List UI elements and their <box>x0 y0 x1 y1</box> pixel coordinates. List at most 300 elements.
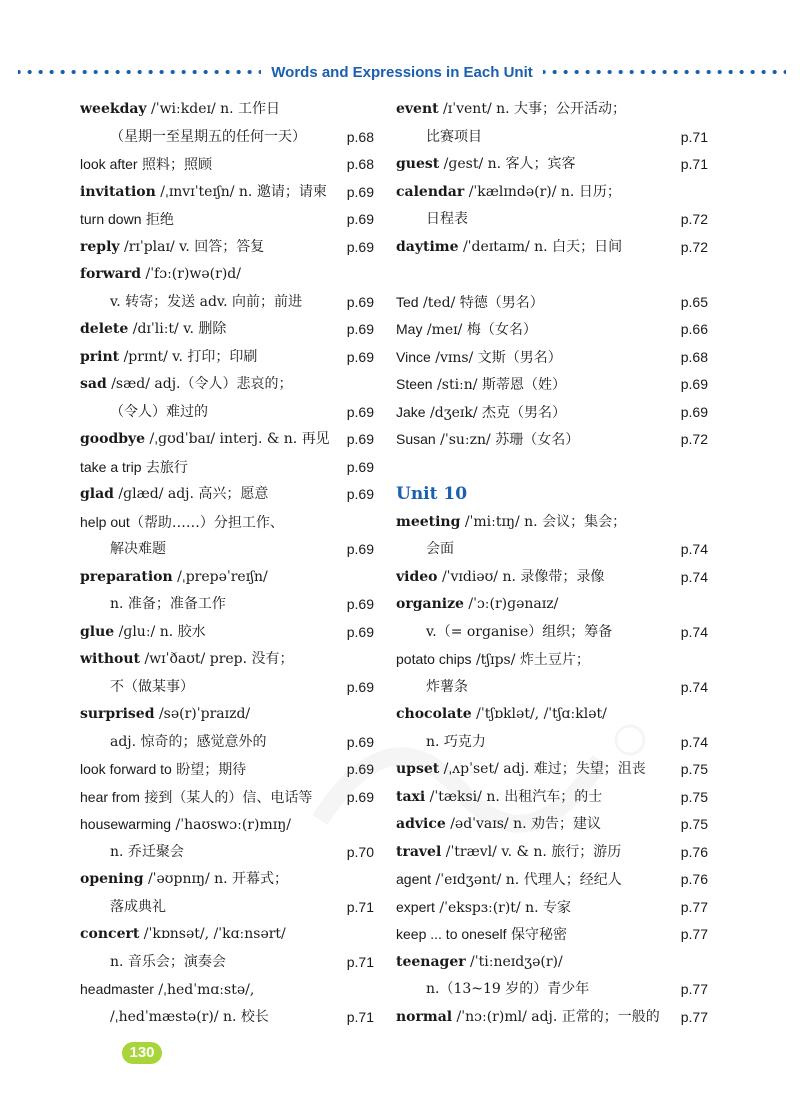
entry-text <box>80 756 372 785</box>
entry-continuation <box>80 894 372 922</box>
definition: /sə(r)ˈpraɪzd/ <box>154 706 251 722</box>
headword: print <box>80 348 120 365</box>
definition: /ˌprepəˈreɪʃn/ <box>172 568 268 585</box>
page-ref: p.76 <box>680 871 708 887</box>
word-entry <box>80 261 372 289</box>
entry-text <box>396 206 706 234</box>
entry-text <box>80 894 372 922</box>
word-entry <box>80 756 372 784</box>
word-entry <box>396 1004 706 1032</box>
phrase: headmaster <box>80 981 154 997</box>
headword: guest <box>396 156 440 172</box>
entry-text <box>396 234 706 262</box>
page-ref: p.69 <box>346 596 374 612</box>
headword: chocolate <box>396 706 472 722</box>
phrase: agent <box>396 871 432 887</box>
entry-text <box>396 371 706 400</box>
entry-continuation <box>80 674 372 702</box>
headword: surprised <box>80 706 155 722</box>
definition: /ədˈvaɪs/ n. 劝告；建议 <box>445 816 602 832</box>
phrase: May <box>396 321 423 337</box>
page-ref: p.68 <box>680 348 708 365</box>
page-ref: p.74 <box>680 623 708 640</box>
page-ref: p.69 <box>680 403 708 420</box>
proper-names-list <box>396 289 706 454</box>
headword: calendar <box>396 183 465 200</box>
entry-continuation <box>80 591 372 619</box>
word-entry <box>80 509 372 537</box>
definition: 解决难题 <box>110 541 166 557</box>
definition: /meɪ/ 梅（女名） <box>422 322 537 338</box>
page-ref: p.69 <box>346 321 374 337</box>
word-entry <box>396 701 706 729</box>
entry-text <box>80 261 372 289</box>
entry-continuation <box>396 124 706 152</box>
unit9-continued-list <box>396 96 706 261</box>
definition: /ˈkælɪndə(r)/ n. 日历； <box>464 183 621 200</box>
entry-text <box>80 536 372 564</box>
page-ref: p.71 <box>680 128 708 145</box>
page-ref: p.77 <box>680 926 708 942</box>
page-ref: p.72 <box>680 431 708 447</box>
phrase: look forward to <box>80 761 172 777</box>
entry-text <box>396 564 706 592</box>
spacer <box>396 261 706 289</box>
entry-text <box>80 839 372 867</box>
page-ref: p.68 <box>346 156 374 172</box>
phrase: help out <box>80 513 130 530</box>
entry-text <box>80 591 372 619</box>
page-ref: p.69 <box>346 211 374 227</box>
entry-continuation <box>396 976 706 1004</box>
word-entry <box>396 866 706 894</box>
entry-text <box>396 976 706 1004</box>
page-ref: p.69 <box>346 293 374 310</box>
definition: （帮助……）分担工作、 <box>129 514 284 531</box>
word-entry <box>396 234 706 262</box>
entry-text <box>80 564 372 592</box>
definition: /ˈtrævl/ v. & n. 旅行；游历 <box>441 843 622 860</box>
word-entry <box>396 426 706 454</box>
entry-text <box>80 151 372 180</box>
definition: adj. 惊奇的；感觉意外的 <box>110 733 267 750</box>
headword: video <box>396 568 438 585</box>
definition: /ˌhedˈmɑːstə/, <box>153 982 255 998</box>
entry-continuation <box>80 1004 372 1032</box>
page-ref: p.74 <box>680 568 708 585</box>
section-header <box>0 60 800 84</box>
definition: 拒绝 <box>141 212 174 228</box>
entry-text <box>80 344 372 372</box>
definition: /tʃɪps/ 炸土豆片； <box>471 652 590 668</box>
dotted-rule-right <box>543 69 786 75</box>
page-ref: p.71 <box>346 1008 374 1025</box>
page-ref: p.77 <box>680 981 708 997</box>
page-ref: p.77 <box>680 1008 708 1025</box>
entry-text <box>80 289 372 317</box>
entry-continuation <box>396 674 706 702</box>
entry-text <box>80 949 372 977</box>
word-entry <box>396 921 706 949</box>
phrase: Susan <box>396 431 436 447</box>
definition: /ˌhedˈmæstə(r)/ n. 校长 <box>110 1008 269 1025</box>
page-ref: p.66 <box>680 321 708 337</box>
phrase: keep ... to oneself <box>396 926 507 942</box>
definition: 比赛项目 <box>426 128 482 145</box>
page-ref: p.75 <box>680 788 708 805</box>
phrase: look after <box>80 156 138 172</box>
headword: glue <box>80 623 115 640</box>
definition: /ˈɔː(r)ɡənaɪz/ <box>463 596 559 612</box>
definition: /ˈkɒnsət/, /ˈkɑːnsərt/ <box>139 926 286 942</box>
headword: delete <box>80 321 129 337</box>
entry-text <box>396 151 706 179</box>
definition: /ˈdeɪtaɪm/ n. 白天；日间 <box>458 238 623 255</box>
word-entry <box>80 866 372 894</box>
entry-text <box>80 481 372 509</box>
definition: /ˈtiːneɪdʒə(r)/ <box>465 953 563 970</box>
definition: 照料；照顾 <box>137 157 213 173</box>
definition: /prɪnt/ v. 打印；印刷 <box>119 348 258 365</box>
definition: 炸薯条 <box>426 678 468 695</box>
definition: /ɡluː/ n. 胶水 <box>114 623 206 640</box>
word-entry <box>80 96 372 124</box>
phrase: expert <box>396 898 435 915</box>
page-ref: p.74 <box>680 733 708 750</box>
word-entry <box>396 646 706 674</box>
definition: /ˌɡʊdˈbaɪ/ interj. & n. 再见 <box>145 431 330 447</box>
word-entry <box>396 179 706 207</box>
entry-continuation <box>396 619 706 647</box>
definition: /wɪˈðaʊt/ prep. 没有； <box>140 651 294 667</box>
entry-continuation <box>80 289 372 317</box>
definition: /dɪˈliːt/ v. 删除 <box>128 321 227 337</box>
headword: without <box>80 651 140 667</box>
word-entry <box>396 756 706 784</box>
word-entry <box>80 371 372 399</box>
headword: teenager <box>396 953 466 970</box>
definition: 保守秘密 <box>506 927 567 943</box>
headword: event <box>396 101 439 117</box>
phrase: Ted <box>396 293 419 310</box>
phrase: take a trip <box>80 458 142 475</box>
entry-continuation <box>80 949 372 977</box>
definition: /ˈwiːkdeɪ/ n. 工作日 <box>146 101 281 117</box>
definition: /ˈeɪdʒənt/ n. 代理人；经纪人 <box>431 872 622 888</box>
definition: /ˈtæksi/ n. 出租汽车；的士 <box>425 788 603 805</box>
entry-text <box>396 509 706 537</box>
page-ref: p.77 <box>680 898 708 915</box>
definition: /ˈekspɜː(r)t/ n. 专家 <box>434 899 572 916</box>
entry-continuation <box>80 536 372 564</box>
entry-text <box>80 1004 372 1032</box>
word-entry <box>396 344 706 372</box>
entry-text <box>396 179 706 207</box>
definition: v. 转寄；发送 adv. 向前；前进 <box>110 293 303 310</box>
page-ref: p.75 <box>680 761 708 777</box>
word-entry <box>396 371 706 399</box>
page-ref: p.69 <box>346 623 374 640</box>
headword: travel <box>396 843 442 860</box>
definition: 盼望；期待 <box>171 762 247 778</box>
entry-text <box>80 921 372 949</box>
page-ref: p.71 <box>346 898 374 915</box>
page-ref: p.69 <box>346 238 374 255</box>
phrase: turn down <box>80 211 142 227</box>
definition: /ˈhaʊswɔː(r)mɪŋ/ <box>171 817 291 833</box>
word-entry <box>80 921 372 949</box>
entry-text <box>80 784 372 813</box>
entry-text <box>80 124 372 152</box>
definition: /ɡlæd/ adj. 高兴；愿意 <box>113 486 269 502</box>
word-entry <box>396 96 706 124</box>
word-entry <box>396 591 706 619</box>
page-ref: p.69 <box>346 486 374 502</box>
word-entry <box>396 151 706 179</box>
word-entry <box>80 564 372 592</box>
page-ref: p.75 <box>680 816 708 832</box>
phrase: Steen <box>396 376 433 392</box>
definition: /ˈfɔː(r)wə(r)d/ <box>141 266 241 282</box>
entry-text <box>396 316 706 345</box>
definition: /ˈtʃɒklət/, /ˈtʃɑːklət/ <box>471 706 607 722</box>
entry-text <box>80 426 372 454</box>
definition: 不（做某事） <box>110 678 194 695</box>
unit10-word-list <box>396 509 706 1032</box>
word-entry <box>396 839 706 867</box>
word-entry <box>80 426 372 454</box>
page-ref: p.71 <box>346 953 374 970</box>
word-entry <box>396 399 706 427</box>
phrase: housewarming <box>80 816 172 832</box>
entry-text <box>80 674 372 702</box>
definition: /ˈvɪdiəʊ/ n. 录像带；录像 <box>437 568 605 585</box>
headword: taxi <box>396 788 426 805</box>
word-entry <box>396 316 706 344</box>
page-ref: p.69 <box>346 458 374 475</box>
left-column <box>80 96 372 1031</box>
word-entry <box>80 316 372 344</box>
entry-text <box>80 206 372 235</box>
page-ref: p.69 <box>346 761 374 777</box>
entry-text <box>396 866 706 895</box>
headword: advice <box>396 816 446 832</box>
entry-text <box>396 96 706 124</box>
word-entry <box>80 646 372 674</box>
definition: n. 准备；准备工作 <box>110 596 226 612</box>
definition: n. 乔迁聚会 <box>110 843 184 860</box>
definition: n. 巧克力 <box>426 733 486 750</box>
definition: /dʒeɪk/ 杰克（男名） <box>425 404 567 421</box>
headword: meeting <box>396 513 461 530</box>
phrase: potato chips <box>396 651 472 667</box>
definition: /ˈəʊpnɪŋ/ n. 开幕式； <box>143 871 289 887</box>
word-entry <box>80 811 372 839</box>
entry-text <box>80 509 372 538</box>
entry-text <box>396 756 706 784</box>
definition: 去旅行 <box>141 459 188 476</box>
entry-text <box>396 1004 706 1032</box>
right-column <box>396 96 706 1031</box>
entry-text <box>396 399 706 428</box>
page-ref: p.69 <box>346 403 374 420</box>
page-ref: p.69 <box>346 678 374 695</box>
headword: preparation <box>80 568 173 585</box>
entry-text <box>396 124 706 152</box>
entry-text <box>80 96 372 124</box>
headword: invitation <box>80 183 156 200</box>
word-entry <box>396 811 706 839</box>
entry-text <box>80 316 372 344</box>
entry-text <box>396 894 706 923</box>
entry-text <box>396 426 706 455</box>
entry-text <box>80 701 372 729</box>
definition: （令人）难过的 <box>110 403 208 420</box>
headword: forward <box>80 266 142 282</box>
headword: upset <box>396 761 440 777</box>
definition: 日程表 <box>426 211 468 227</box>
unit-heading: Unit 10 <box>396 484 468 504</box>
page-ref: p.70 <box>346 843 374 860</box>
page-number-badge: 130 <box>122 1042 162 1064</box>
entry-text <box>396 344 706 373</box>
word-entry <box>80 454 372 482</box>
page-ref: p.68 <box>346 128 374 145</box>
entry-continuation <box>80 124 372 152</box>
page-ref: p.69 <box>346 541 374 557</box>
entry-text <box>80 234 372 262</box>
definition: v.（= organise）组织；筹备 <box>426 623 613 640</box>
entry-text <box>396 646 706 675</box>
definition: /ˌɪnvɪˈteɪʃn/ n. 邀请；请柬 <box>155 183 327 200</box>
entry-text <box>80 399 372 427</box>
entry-text <box>80 371 372 399</box>
word-entry <box>396 289 706 317</box>
entry-text <box>396 729 706 757</box>
page-ref: p.65 <box>680 293 708 310</box>
entry-continuation <box>80 839 372 867</box>
spacer <box>396 454 706 482</box>
word-entry <box>80 976 372 1004</box>
entry-text <box>80 619 372 647</box>
word-entry <box>396 784 706 812</box>
entry-text <box>396 536 706 564</box>
page-ref: p.74 <box>680 678 708 695</box>
word-entry <box>80 619 372 647</box>
headword: weekday <box>80 101 147 117</box>
headword: sad <box>80 376 107 392</box>
entry-text <box>80 729 372 757</box>
entry-text <box>396 784 706 812</box>
definition: /ˌʌpˈset/ adj. 难过；失望；沮丧 <box>439 761 646 777</box>
page-ref: p.69 <box>680 376 708 392</box>
page-ref: p.69 <box>346 183 374 200</box>
word-entry <box>396 894 706 922</box>
definition: /ɡest/ n. 客人；宾客 <box>439 156 576 172</box>
definition: 接到（某人的）信、电话等 <box>139 789 313 806</box>
word-entry <box>396 564 706 592</box>
word-entry <box>80 151 372 179</box>
entry-continuation <box>396 729 706 757</box>
entry-text <box>396 674 706 702</box>
entry-text <box>80 646 372 674</box>
word-entry <box>80 179 372 207</box>
entry-continuation <box>396 536 706 564</box>
entry-text <box>80 866 372 894</box>
word-entry <box>80 234 372 262</box>
entry-continuation <box>80 729 372 757</box>
definition: /ˈmiːtɪŋ/ n. 会议；集会； <box>460 513 627 530</box>
phrase: hear from <box>80 788 140 805</box>
definition: /ˈsuːzn/ 苏珊（女名） <box>435 432 580 448</box>
page-ref: p.72 <box>680 211 708 227</box>
page-ref: p.69 <box>346 348 374 365</box>
entry-text <box>396 811 706 839</box>
headword: reply <box>80 238 120 255</box>
entry-text <box>396 949 706 977</box>
word-entry <box>80 784 372 812</box>
headword: glad <box>80 486 114 502</box>
headword: goodbye <box>80 431 146 447</box>
entry-text <box>80 976 372 1005</box>
word-entry <box>396 949 706 977</box>
page-ref: p.74 <box>680 541 708 557</box>
definition: /rɪˈplaɪ/ v. 回答；答复 <box>119 238 265 255</box>
definition: /sæd/ adj.（令人）悲哀的； <box>106 376 293 392</box>
definition: n. 音乐会；演奏会 <box>110 953 226 970</box>
word-entry <box>80 206 372 234</box>
section-title: Words and Expressions in Each Unit <box>271 63 533 81</box>
entry-text <box>396 591 706 619</box>
entry-text <box>396 921 706 950</box>
entry-text <box>80 454 372 483</box>
definition: /vɪns/ 文斯（男名） <box>430 349 562 366</box>
entry-text <box>396 839 706 867</box>
dotted-rule-left <box>18 69 261 75</box>
entry-continuation <box>396 206 706 234</box>
page-ref: p.76 <box>680 843 708 860</box>
entry-continuation <box>80 399 372 427</box>
page-ref: p.69 <box>346 431 374 447</box>
definition: /ted/ 特德（男名） <box>418 294 544 311</box>
word-entry <box>80 481 372 509</box>
phrase: Vince <box>396 348 431 365</box>
page-ref: p.69 <box>346 788 374 805</box>
headword: organize <box>396 596 464 612</box>
definition: /ɪˈvent/ n. 大事；公开活动； <box>438 101 627 117</box>
definition: n.（13~19 岁的）青少年 <box>426 981 590 997</box>
word-entry <box>80 701 372 729</box>
entry-text <box>396 701 706 729</box>
page-ref: p.72 <box>680 238 708 255</box>
definition: （星期一至星期五的任何一天） <box>110 128 306 145</box>
entry-text <box>80 179 372 207</box>
page-ref: p.69 <box>346 733 374 750</box>
word-entry <box>80 344 372 372</box>
definition: /stiːn/ 斯蒂恩（姓） <box>432 377 566 393</box>
entry-text <box>396 289 706 318</box>
headword: daytime <box>396 238 459 255</box>
entry-text <box>396 619 706 647</box>
headword: normal <box>396 1008 453 1025</box>
definition: 会面 <box>426 541 454 557</box>
definition: 落成典礼 <box>110 898 166 915</box>
headword: opening <box>80 871 144 887</box>
entry-text <box>80 811 372 840</box>
headword: concert <box>80 926 140 942</box>
phrase: Jake <box>396 403 426 420</box>
word-entry <box>396 509 706 537</box>
